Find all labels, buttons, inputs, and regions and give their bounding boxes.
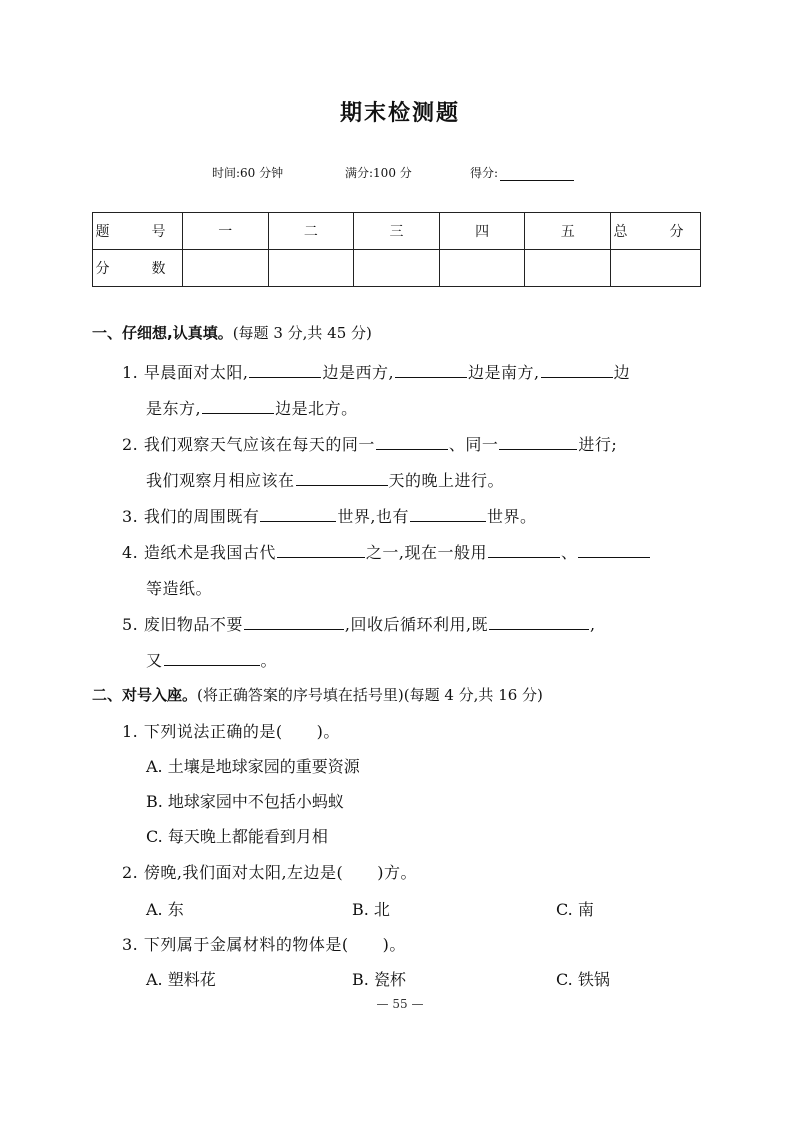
q1-text: 边是南方, [468,363,540,382]
mc-q2-text: )方。 [377,863,418,882]
score-field [470,164,574,181]
q4-text: 、 [560,543,578,562]
q4-line1 [122,540,651,563]
page-number: — 55 — [376,997,424,1011]
q2-blank-2[interactable] [499,433,577,450]
q3-text: 世界,也有 [337,507,409,526]
header-cell-1: 一 [183,213,269,250]
page-title: 期末检测题 [339,101,460,126]
mc-q3-text: )。 [382,935,406,954]
mc-q3-stem [122,932,406,955]
score-table [92,212,701,287]
q1-line1 [122,360,630,383]
q5-text: ,回收后循环利用,既 [344,615,489,634]
score-label: 得分: [470,166,499,180]
q4-blank-3[interactable] [578,541,650,558]
mc-q3-option-c: C. 铁锅 [556,970,610,989]
q2-text: 2. 我们观察天气应该在每天的同一 [122,435,375,454]
score-cell-2[interactable] [268,250,354,287]
header-cell-4: 四 [439,213,525,250]
q1-blank-4[interactable] [202,397,274,414]
q3-text: 世界。 [486,507,537,526]
q5-blank-3[interactable] [164,649,260,666]
mc-q2-option-b: B. 北 [352,900,390,919]
section1-note: (每题 3 分,共 45 分) [232,324,372,342]
mc-q3-text: 3. 下列属于金属材料的物体是( [122,935,349,954]
q5-text: 又 [146,651,163,670]
score-blank[interactable] [500,168,574,181]
full-score: 满分:100 分 [345,166,412,180]
q4-text: 等造纸。 [146,579,213,598]
section2-note: (将正确答案的序号填在括号里)(每题 4 分,共 16 分) [197,686,543,704]
mc-q1-option-a: A. 土壤是地球家园的重要资源 [146,757,360,776]
score-row-label: 分 数 [93,250,183,287]
q3-blank-1[interactable] [260,505,336,522]
score-cell-4[interactable] [439,250,525,287]
section2-title: 二、对号入座。 [92,686,198,704]
q2-line2 [146,468,504,491]
score-cell-5[interactable] [525,250,611,287]
mc-q2-option-c: C. 南 [556,900,594,919]
q3-blank-2[interactable] [410,505,486,522]
q5-text: 。 [260,651,278,670]
q1-text: 边是北方。 [275,399,358,418]
q4-line2 [146,576,212,599]
mc-q2-text: 2. 傍晚,我们面对太阳,左边是( [122,863,344,882]
header-cell-label: 题 号 [93,213,183,250]
q3-text: 3. 我们的周围既有 [122,507,260,526]
q5-line1 [122,612,596,635]
score-cell-3[interactable] [354,250,440,287]
q4-text: 4. 造纸术是我国古代 [122,543,276,562]
q1-text: 是东方, [146,399,202,418]
header-cell-3: 三 [354,213,440,250]
q4-blank-2[interactable] [488,541,560,558]
mc-q1-option-b: B. 地球家园中不包括小蚂蚁 [146,792,344,811]
q5-blank-2[interactable] [489,613,589,630]
q2-line1 [122,432,617,455]
q2-text: 天的晚上进行。 [388,471,505,490]
section1-heading [92,322,372,343]
q1-blank-3[interactable] [541,361,613,378]
header-cell-2: 二 [268,213,354,250]
mc-q1-text: 1. 下列说法正确的是( [122,722,283,741]
q1-text: 边 [613,363,631,382]
q1-text: 边是西方, [322,363,395,382]
mc-q2-stem [122,860,417,883]
time-limit: 时间:60 分钟 [212,166,284,180]
q2-blank-3[interactable] [296,469,388,486]
mc-q3-option-a: A. 塑料花 [146,970,216,989]
q5-text: 5. 废旧物品不要 [122,615,243,634]
q2-text: 、同一 [448,435,499,454]
mc-q1-stem [122,719,340,742]
score-cell-1[interactable] [183,250,269,287]
mc-q1-option-c: C. 每天晚上都能看到月相 [146,827,328,846]
header-cell-total: 总 分 [611,213,701,250]
q3-line [122,504,536,527]
q1-blank-1[interactable] [249,361,321,378]
q2-blank-1[interactable] [376,433,448,450]
score-table-header-row [93,213,701,250]
score-cell-total[interactable] [611,250,701,287]
q1-line2 [146,396,358,419]
q5-text: , [590,615,596,634]
mc-q3-option-b: B. 瓷杯 [352,970,406,989]
q4-text: 之一,现在一般用 [365,543,487,562]
q2-text: 我们观察月相应该在 [146,471,295,490]
section2-heading [92,684,543,705]
q1-blank-2[interactable] [395,361,467,378]
mc-q1-text: )。 [316,722,340,741]
mc-q2-option-a: A. 东 [146,900,184,919]
q5-blank-1[interactable] [244,613,344,630]
score-table-score-row [93,250,701,287]
q4-blank-1[interactable] [277,541,365,558]
section1-title: 一、仔细想,认真填。 [92,324,233,342]
q2-text: 进行; [578,435,618,454]
q5-line2 [146,648,277,671]
header-cell-5: 五 [525,213,611,250]
q1-text: 1. 早晨面对太阳, [122,363,249,382]
